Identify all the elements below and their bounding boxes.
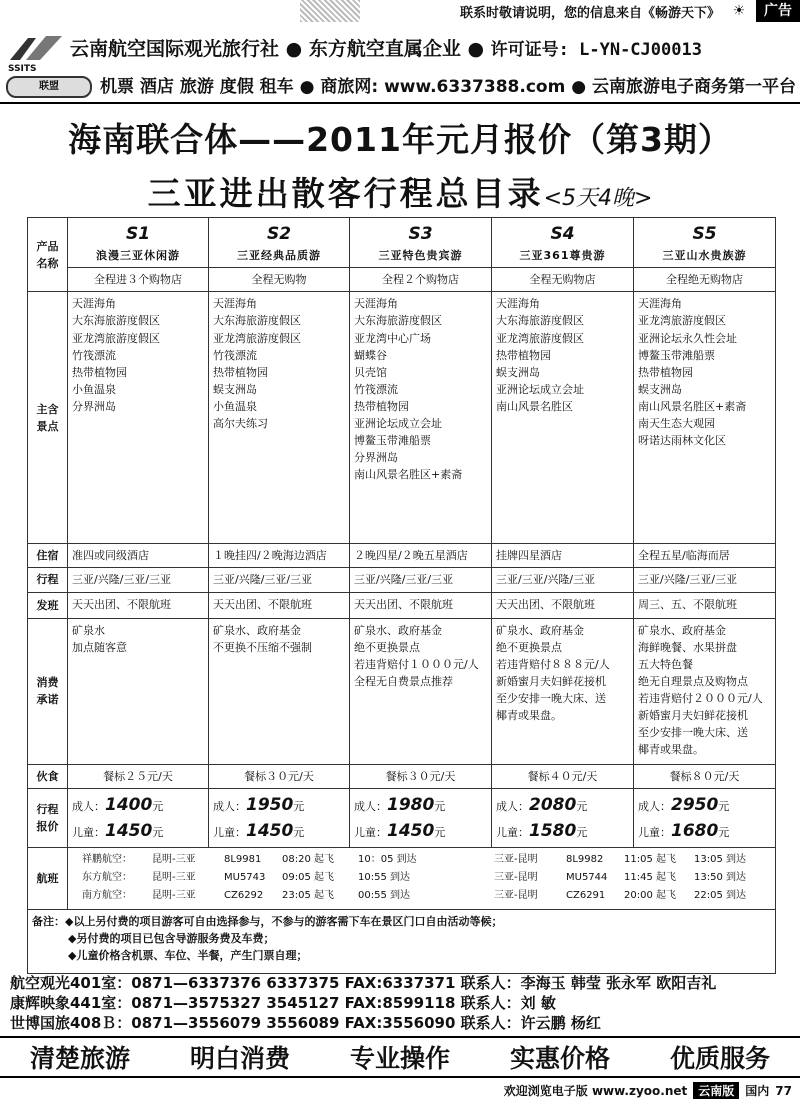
spot-item: 天涯海角 [354, 297, 398, 311]
slogan-item: 明白消费 [189, 1044, 290, 1073]
row-label: 住宿 [28, 544, 68, 568]
promise-item: 至少安排一晚大床、送 [638, 725, 748, 739]
subtitle-text: 三亚进出散客行程总目录 [147, 174, 544, 213]
child-label: 儿童： [638, 825, 671, 839]
product-header [350, 218, 492, 268]
departure-cell: 周三、五、不限航班 [634, 592, 776, 618]
spot-item: 大东海旅游度假区 [354, 314, 442, 328]
child-amount: 1450 [387, 820, 435, 841]
flight-field: 13:05 到达 [694, 854, 746, 866]
meal-cell: 餐标４０元/天 [492, 764, 634, 788]
edition-tag: 云南版 [693, 1082, 739, 1099]
affiliate-text: 东方航空直属企业 [308, 38, 461, 60]
child-price [496, 818, 629, 844]
flight-field: 昆明-三亚 [152, 890, 196, 902]
flight-field: CZ6291 [566, 890, 606, 902]
section-label: 国内 [745, 1084, 770, 1098]
row-label: 航班 [28, 848, 68, 910]
adult-label: 成人： [213, 799, 246, 813]
promise-item: 椰青或果盘。 [496, 708, 562, 722]
product-code: S5 [692, 224, 717, 244]
hotel-cell: １晚挂四/２晚海边酒店 [209, 544, 350, 568]
price-unit: 元 [718, 825, 730, 839]
shopping-policy: 全程无购物店 [492, 268, 634, 292]
table-row [28, 788, 776, 848]
price-cell [350, 788, 492, 848]
remark-item [32, 930, 771, 947]
logo-text: SSITS [8, 64, 37, 74]
spot-item: 南山风景名胜区+素斋 [638, 399, 747, 413]
spot-item: 亚洲论坛成立会址 [496, 382, 584, 396]
product-code: S2 [266, 224, 292, 244]
spot-list [492, 292, 634, 544]
flight-row [82, 851, 771, 869]
spot-item: 小鱼温泉 [213, 399, 257, 413]
spot-item: 竹筏漂流 [213, 348, 257, 362]
departure-cell: 天天出团、不限航班 [68, 592, 209, 618]
spot-item: 蜈支洲岛 [213, 382, 257, 396]
departure-cell: 天天出团、不限航班 [209, 592, 350, 618]
row-label: 行程 报价 [28, 788, 68, 848]
itinerary-table [27, 217, 776, 974]
flight-field: 8L9982 [566, 854, 604, 866]
remark-text: ◆儿童价格含机票、车位、半餐，产生门票自理； [68, 949, 308, 963]
adult-price [496, 792, 629, 818]
spot-item: 贝壳馆 [354, 365, 387, 379]
promise-item: 加点随客意 [72, 640, 127, 654]
price-unit: 元 [152, 825, 164, 839]
alliance-badge: 联盟 [6, 76, 92, 98]
table-row [28, 544, 776, 568]
spot-item: 蜈支洲岛 [638, 382, 682, 396]
promise-list [634, 618, 776, 764]
shopping-policy: 全程无购物 [209, 268, 350, 292]
child-label: 儿童： [72, 825, 105, 839]
meal-cell: 餐标８０元/天 [634, 764, 776, 788]
table-row [28, 218, 776, 268]
promise-item: 新婚蜜月夫妇鲜花接机 [638, 708, 748, 722]
slogan-item: 清楚旅游 [29, 1044, 130, 1073]
adult-label: 成人： [638, 799, 671, 813]
price-cell [68, 788, 209, 848]
child-amount: 1450 [105, 820, 153, 841]
company-line: 云南航空国际观光旅行社 ● 东方航空直属企业 ● 许可证号: L-YN-CJ00013 [70, 38, 702, 60]
flight-field: 祥鹏航空： [82, 854, 132, 866]
page-title: 海南联合体——2011年元月报价（第3期） [68, 120, 732, 159]
hotel-cell: 全程五星/临海而居 [634, 544, 776, 568]
promise-list [68, 618, 209, 764]
route-cell: 三亚/三亚/兴隆/三亚 [492, 568, 634, 592]
remark-item [32, 947, 771, 964]
company-name: 云南航空国际观光旅行社 [70, 38, 280, 60]
child-label: 儿童： [213, 825, 246, 839]
promise-item: 绝无自理景点及购物点 [638, 674, 748, 688]
flight-field: 10：05 到达 [358, 854, 417, 866]
row-label: 产品 名称 [28, 218, 68, 292]
flight-field: 00:55 到达 [358, 890, 410, 902]
spot-item: 天涯海角 [496, 297, 540, 311]
spot-list [209, 292, 350, 544]
meal-cell: 餐标２５元/天 [68, 764, 209, 788]
adult-amount: 1400 [105, 794, 153, 815]
product-name: 三亚特色贵宾游 [378, 249, 463, 263]
spot-item: 分界洲岛 [354, 450, 398, 464]
promise-item: 若违背赔付８８８元/人 [496, 657, 610, 671]
promise-item: 绝不更换景点 [354, 640, 420, 654]
table-row [28, 618, 776, 764]
spot-item: 大东海旅游度假区 [496, 314, 584, 328]
spot-item: 呀诺达雨林文化区 [638, 433, 726, 447]
contact-line: 航空观光401室：0871—6337376 6337375 FAX:6337371 联系人：李海玉 韩莹 张永军 欧阳吉礼 [10, 974, 717, 992]
spot-item: 高尔夫练习 [213, 416, 268, 430]
flight-field: 20:00 起飞 [624, 890, 676, 902]
shopping-policy: 全程２个购物店 [350, 268, 492, 292]
slogan-item: 专业操作 [349, 1044, 450, 1073]
product-header [209, 218, 350, 268]
spot-item: 蜈支洲岛 [496, 365, 540, 379]
price-unit: 元 [293, 799, 305, 813]
table-row [28, 910, 776, 974]
hotel-cell: 准四或同级酒店 [68, 544, 209, 568]
child-price [638, 818, 771, 844]
meal-cell: 餐标３０元/天 [209, 764, 350, 788]
contact-list [10, 973, 790, 1033]
slogan-bar [0, 1036, 800, 1078]
promise-item: 矿泉水、政府基金 [354, 623, 442, 637]
hotel-cell: 挂牌四星酒店 [492, 544, 634, 568]
promise-item: 绝不更换景点 [496, 640, 562, 654]
remark-label: 备注： [32, 915, 65, 929]
flight-field: CZ6292 [224, 890, 264, 902]
spot-item: 南山风景名胜区 [496, 399, 573, 413]
spot-item: 天涯海角 [638, 297, 682, 311]
shopping-policy: 全程绝无购物店 [634, 268, 776, 292]
footer-website[interactable]: 欢迎浏览电子版 www.zyoo.net [503, 1084, 688, 1098]
promise-item: 矿泉水、政府基金 [213, 623, 301, 637]
hotel-cell: ２晚四星/２晚五星酒店 [350, 544, 492, 568]
table-row [28, 292, 776, 544]
adult-amount: 1980 [387, 794, 435, 815]
price-unit: 元 [434, 799, 446, 813]
product-name: 三亚361尊贵游 [519, 249, 606, 263]
spot-list [350, 292, 492, 544]
spot-item: 蝴蝶谷 [354, 348, 387, 362]
product-header [492, 218, 634, 268]
flight-field: 09:05 起飞 [282, 872, 334, 884]
spot-item: 小鱼温泉 [72, 382, 116, 396]
promise-item: 若违背赔付２０００元/人 [638, 691, 763, 705]
flight-field: 11:45 起飞 [624, 872, 676, 884]
departure-cell: 天天出团、不限航班 [492, 592, 634, 618]
promise-item: 矿泉水 [72, 623, 105, 637]
dot-pattern [300, 0, 360, 22]
promise-item: 矿泉水、政府基金 [638, 623, 726, 637]
flight-field: 11:05 起飞 [624, 854, 676, 866]
meal-cell: 餐标３０元/天 [350, 764, 492, 788]
flight-field: 三亚-昆明 [494, 854, 538, 866]
remark-text: ◆另付费的项目已包含导游服务费及车费； [68, 932, 275, 946]
promise-item: 椰青或果盘。 [638, 742, 704, 756]
spot-item: 天涯海角 [72, 297, 116, 311]
promise-item: 五大特色餐 [638, 657, 693, 671]
child-price [354, 818, 487, 844]
price-cell [209, 788, 350, 848]
table-row [28, 592, 776, 618]
spot-item: 竹筏漂流 [72, 348, 116, 362]
flight-field: 13:50 到达 [694, 872, 746, 884]
spot-list [68, 292, 209, 544]
slogan-item: 实惠价格 [509, 1044, 610, 1073]
flight-field: MU5744 [566, 872, 608, 884]
adult-price [354, 792, 487, 818]
spot-item: 热带植物园 [638, 365, 693, 379]
flight-field: 三亚-昆明 [494, 872, 538, 884]
table-row [28, 268, 776, 292]
spot-item: 亚洲论坛成立会址 [354, 416, 442, 430]
spot-item: 亚龙湾旅游度假区 [638, 314, 726, 328]
adult-label: 成人： [72, 799, 105, 813]
promise-list [350, 618, 492, 764]
flight-field: 10:55 到达 [358, 872, 410, 884]
page-subtitle [0, 168, 800, 215]
contact-line: 康辉映象441室：0871—3575327 3545127 FAX:8599118 联系人：刘 敏 [10, 994, 556, 1012]
child-price [213, 818, 345, 844]
product-code: S1 [125, 224, 151, 244]
row-label: 行程 [28, 568, 68, 592]
row-label: 伙食 [28, 764, 68, 788]
slogan-item: 优质服务 [669, 1044, 770, 1073]
spot-item: 热带植物园 [496, 348, 551, 362]
product-code: S3 [408, 224, 433, 244]
product-code: S4 [550, 224, 575, 244]
flight-row [82, 887, 771, 905]
promise-item: 海鲜晚餐、水果拼盘 [638, 640, 737, 654]
spot-item: 亚洲论坛永久性会址 [638, 331, 737, 345]
adult-price [638, 792, 771, 818]
promise-item: 若违背赔付１０００元/人 [354, 657, 479, 671]
flight-field: 三亚-昆明 [494, 890, 538, 902]
contact-line: 世博国旅408Ｂ：0871—3556079 3556089 FAX:3556090 联系人：许云鹏 杨红 [10, 1014, 601, 1032]
row-label: 发班 [28, 592, 68, 618]
price-unit: 元 [434, 825, 446, 839]
top-strip [0, 0, 800, 22]
price-cell [634, 788, 776, 848]
spot-item: 南天生态大观园 [638, 416, 715, 430]
spot-item: 博鳌玉带滩船票 [354, 433, 431, 447]
child-amount: 1450 [246, 820, 294, 841]
price-unit: 元 [576, 825, 588, 839]
price-unit: 元 [718, 799, 730, 813]
row-label: 主含 景点 [28, 292, 68, 544]
services-text: 机票 酒店 旅游 度假 租车 [100, 77, 294, 97]
adult-amount: 2950 [671, 794, 719, 815]
flight-field: 东方航空： [82, 872, 132, 884]
website-link[interactable]: 商旅网: www.6337388.com [320, 77, 566, 97]
product-name: 浪漫三亚休闲游 [96, 249, 180, 263]
promise-item: 新婚蜜月夫妇鲜花接机 [496, 674, 606, 688]
spot-item: 亚龙湾中心广场 [354, 331, 431, 345]
flight-field: 8L9981 [224, 854, 262, 866]
route-cell: 三亚/兴隆/三亚/三亚 [350, 568, 492, 592]
page-number: 77 [775, 1083, 792, 1098]
price-unit: 元 [293, 825, 305, 839]
price-unit: 元 [576, 799, 588, 813]
flight-field: MU5743 [224, 872, 266, 884]
company-logo-icon [6, 32, 66, 66]
promise-item: 全程无自费景点推荐 [354, 674, 453, 688]
spot-item: 大东海旅游度假区 [213, 314, 301, 328]
product-name: 三亚经典品质游 [237, 249, 321, 263]
spot-item: 亚龙湾旅游度假区 [496, 331, 584, 345]
page-footer [504, 1082, 792, 1099]
flight-field: 08:20 起飞 [282, 854, 334, 866]
promise-list [492, 618, 634, 764]
sun-icon: ☀ [732, 3, 746, 19]
adult-label: 成人： [354, 799, 387, 813]
adult-label: 成人： [496, 799, 529, 813]
flight-field: 23:05 起飞 [282, 890, 334, 902]
platform-text: 云南旅游电子商务第一平台 [591, 77, 796, 97]
flight-schedule [68, 848, 776, 910]
spot-item: 天涯海角 [213, 297, 257, 311]
spot-list [634, 292, 776, 544]
source-notice: 联系时敬请说明，您的信息来自《畅游天下》 [459, 5, 720, 21]
flight-field: 22:05 到达 [694, 890, 746, 902]
flight-field: 昆明-三亚 [152, 872, 196, 884]
table-row [28, 764, 776, 788]
promise-item: 至少安排一晚大床、送 [496, 691, 606, 705]
promise-item: 不更换不压缩不强制 [213, 640, 312, 654]
route-cell: 三亚/兴隆/三亚/三亚 [209, 568, 350, 592]
spot-item: 大东海旅游度假区 [72, 314, 160, 328]
table-row [28, 568, 776, 592]
child-price [72, 818, 204, 844]
adult-price [213, 792, 345, 818]
spot-item: 亚龙湾旅游度假区 [72, 331, 160, 345]
remark-text: ◆以上另付费的项目游客可自由选择参与，不参与的游客需下车在景区门口自由活动等候； [65, 915, 503, 929]
flight-row [82, 869, 771, 887]
departure-cell: 天天出团、不限航班 [350, 592, 492, 618]
spot-item: 热带植物园 [72, 365, 127, 379]
row-label: 消费 承诺 [28, 618, 68, 764]
child-amount: 1680 [671, 820, 719, 841]
promise-list [209, 618, 350, 764]
child-label: 儿童： [354, 825, 387, 839]
spot-item: 分界洲岛 [72, 399, 116, 413]
child-label: 儿童： [496, 825, 529, 839]
route-cell: 三亚/兴隆/三亚/三亚 [634, 568, 776, 592]
services-line: 机票 酒店 旅游 度假 租车 ● 商旅网: www.6337388.com ● 云南旅游电子商务第一平台 [100, 77, 796, 97]
shopping-policy: 全程进３个购物店 [68, 268, 209, 292]
product-header [634, 218, 776, 268]
spot-item: 热带植物园 [213, 365, 268, 379]
spot-item: 南山风景名胜区+素斋 [354, 467, 463, 481]
permit-number: 许可证号: L-YN-CJ00013 [490, 40, 702, 60]
remark-item [32, 913, 771, 930]
route-cell: 三亚/兴隆/三亚/三亚 [68, 568, 209, 592]
spot-item: 亚龙湾旅游度假区 [213, 331, 301, 345]
adult-amount: 2080 [529, 794, 577, 815]
agency-header [0, 26, 800, 104]
ad-label: 广告 [756, 0, 800, 22]
spot-item: 博鳌玉带滩船票 [638, 348, 715, 362]
spot-item: 竹筏漂流 [354, 382, 398, 396]
price-cell [492, 788, 634, 848]
table-row [28, 848, 776, 910]
price-unit: 元 [152, 799, 164, 813]
remarks-cell [28, 910, 776, 974]
child-amount: 1580 [529, 820, 577, 841]
flight-field: 昆明-三亚 [152, 854, 196, 866]
flight-field: 南方航空： [82, 890, 132, 902]
subtitle-duration: <5天4晚> [543, 186, 653, 211]
adult-price [72, 792, 204, 818]
product-header [68, 218, 209, 268]
promise-item: 矿泉水、政府基金 [496, 623, 584, 637]
product-name: 三亚山水贵族游 [662, 249, 747, 263]
spot-item: 热带植物园 [354, 399, 409, 413]
adult-amount: 1950 [246, 794, 294, 815]
